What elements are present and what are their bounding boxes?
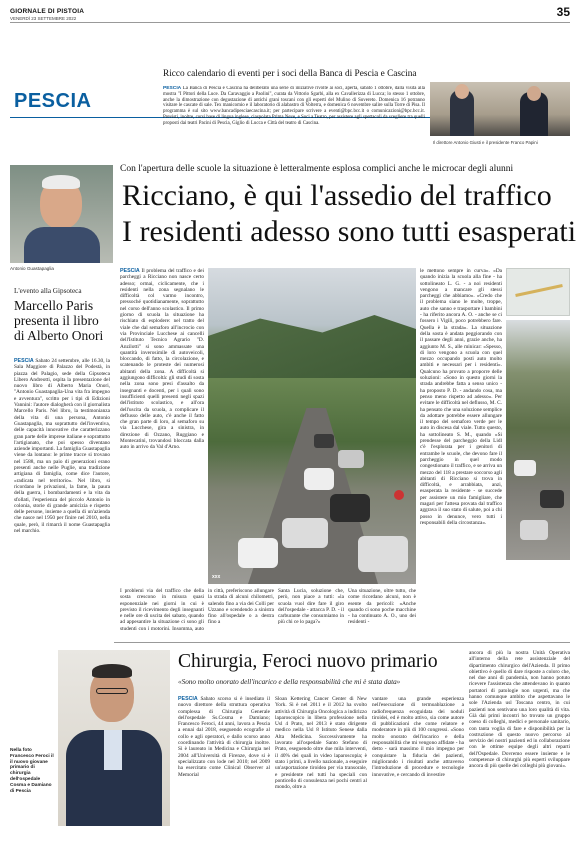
traffic-col-1 (120, 268, 204, 586)
car-right-2 (540, 490, 564, 508)
masthead (10, 6, 570, 28)
alberto-kicker: L'evento alla Gipsoteca (14, 287, 82, 295)
car-6 (238, 538, 278, 568)
feroci-caption: Nella foto Francesco Feroci il il nuovo giovane primario di chirurgia dell'ospedale Cosma e Damiano di Pescia (10, 748, 54, 794)
portrait-shirt (24, 227, 100, 263)
person-left-head (455, 84, 469, 99)
traffic-bottom-2: Santa Lucia, soluzione che, però, non piace a tutti: «la scuola vuol dire fare il giro dell'ospedale - attacca P. D. - il carburante che consumiamo in più chi ce lo paga?» (278, 588, 344, 626)
page-number: 35 (556, 5, 570, 19)
traffic-dateline: PESCIA (120, 268, 140, 274)
chirurgia-text-1: Sabato scorso si è insediato il nuovo direttore della struttura operativa complessa di Chirurgia Generale dell'ospedale Ss.Cosma e Damiano; Francesco Feroci, 44 anni, lavora a Pescia a ennai dal 2018, eseguendo ecografie al collo e agli operatori, e dallo scorso anno coordinando l'attività di chirurgia inoltre. Si è laureato in Medicina e Chirurgia nel 2004 all'Università di Firenze, dove si è specializzato con lode nel 2010; nel 2009 ha esercitato come Clinical Observer al Memorial (178, 696, 270, 778)
guastapaglia-photo (10, 165, 113, 263)
guastapaglia-caption: Antonio Guastapaglia (10, 266, 54, 271)
traffic-photo-right (506, 320, 570, 560)
traffic-col-5: le mettono sempre in curva». «Da quando inizia la scuola alla fine - ha sottolineato L. G. - a noi residenti vengono a mancare gli stessi parcheggi che abbiamo». «Credo che il problema siano le molte, troppe, auto che sanno e trasportare i bambini - ha riferito ancora A. O. - anche se ci fossero i Vigili, poco potrebbero fare. Quella è la strada». La situazione della sosta è andata peggiorando con il passare degli anni, grazie anche, ha aggiunto M. S., alle minicar: «Spesso, di loro vengono a scuola con quel mezzo occupando posti auto molto ambiti e necessari per i residenti». Qualcuno ha provato a proporre delle soluzioni: «Sono in questo giorni la strada andrebbe fatta a senso unico - ha proposto P. D. - andando cosa, ma penso meno rispetto ad adesso». Per evitare le difficoltà nel deflusso, M. C. ha pensato che una soluzione semplice da adottare potrebbe essere allungare il tempo del semaforo verde per le auto in discesa dal viale. Tutto questo, ha sottolineato S. M., quando «Si prendesse del parcheggio della Lidl c'è l'esplorata per i genitori di entrambe le scuole, che devono fare il parcheggio in quel modo congestionato il traffico, e se arriva un mezzo del 118 a prestare soccorso agli abitanti di Ricciano si trova in difficoltà, e arrabbiata, anzi, esasperata la residente - se succede per assistere un mio famigliare, che magari per l'attesa provata dal traffico aggrava il suo stato di salute, poi a chi posso in denunce, vero tutti i responsabili della circostanza». (420, 268, 502, 526)
section-label: PESCIA (14, 90, 92, 112)
banca-caption: Il direttore Antonio Giusti e il presidente Franco Papini (433, 140, 538, 145)
person-right-head (527, 86, 541, 101)
traffic-text-1: Il problema del traffico e dei parcheggi a Ricciano non nasce certo adesso; ormai, ciclicamente, che i residenti nella zona segnalano le difficoltà col varmo incontro, pressoché quotidianamente, soprattutto nel corso dell'anno scolastico. Il primo giorno di scuola la situazione ha rischiato di esplodere: nel tratto del viale che dal semaforo all'incrocio con via Provinciale Lucchese ai cancelli dell'Istituto Tecnico Agrario "D. Anzilotti" si sono ammassate una quantità inverosimile di autoveicoli, bloccando, di fatto, la circolazione, e scatenando le proteste dei numerosi abitanti della zona. A difficoltà si aggiungono difficoltà: gli studi di sosta nella zona sono presi d'assalto da insegnanti e docenti, per i quali sono insufficienti quelli presenti negli spazi dell'istituto scolastico, e all'ora dell'uscita da scuola, a complicare il deflusso delle auto, c'è anche il fatto che gran parte di loro, al semaforo su via Lucchese, gira a sinistra, in direzione di Ozzano, Ruggiano e Montecatini, trovandosi bloccata dalla auto in arrivo da Val d'Arno. (120, 268, 204, 451)
car-1 (282, 518, 328, 548)
feroci-photo (58, 650, 170, 826)
banca-dateline: PESCIA (163, 86, 182, 91)
masthead-rule (10, 22, 570, 23)
car-right-1 (514, 460, 536, 476)
car-5 (314, 434, 334, 448)
chirurgia-headline: Chirurgia, Feroci nuovo primario (178, 651, 438, 672)
banca-text: La Banca di Pescia e Cascina ha deliberato una serie di iniziative rivolte ai soci, aperta, sabato 1 ottobre, dalla visita alla mostra "I Pittori della Luce. Da Caravaggio a Paolini", curata da Vittorio Sgarbi, alla ex Cavallerizza di Lucca; lo stesso 1 ottobre, anche la dimostrazione con degustazione di antichi grani toscani con gli esperti del Mulino di Suvereto. Domenica 16 potranno visitare le cascate di sale. Tex manicomio e il laboratorio di alabastro di Volterra, e domenica 6 novembre salire sulla Torre di Pisa. Il programma è sul sito www.bancadipesciaecascina.it; per partecipare scrivere a eventi@bpc.bcc.it o comunicazioni@bpc.bcc.it. Previsti, inoltre, corsi base di lingua inglese, ciaspolata Prima Neve, e Soci a Teatro, per assistere agli spettacoli da scegliere tra quelli proposti dai teatri Pacini di Pescia, Giglio di Lucca e Città del teatro di Cascina. (163, 86, 425, 126)
car-4 (338, 450, 364, 468)
mid-rule (114, 642, 570, 643)
photo-label: xxx (212, 574, 221, 580)
chirurgia-col-1 (178, 696, 270, 828)
map-road (515, 284, 563, 297)
chirurgia-dateline: PESCIA (178, 696, 198, 702)
feroci-glasses (96, 688, 128, 694)
banca-body (163, 86, 425, 138)
portrait-hair (42, 175, 80, 189)
banca-title: Ricco calendario di eventi per i soci della Banca di Pescia e Cascina (163, 69, 417, 79)
car-2 (330, 494, 370, 522)
traffic-bottom-1: in città, preferiscono allungare la strada di alcuni chilometri, salendo fino a via dei Colli per Uzzano e scendendo a sinistra fino all'ospedale o a destra fino a (208, 588, 274, 626)
traffic-headline-2: I residenti adesso sono tutti esasperati (122, 215, 577, 248)
banca-photo (430, 82, 570, 136)
traffic-sign (394, 490, 404, 500)
car-7 (358, 536, 408, 572)
traffic-kicker: Con l'apertura delle scuole la situazione è letteralmente esplosa complici anche le microcar degli alunni (120, 164, 514, 174)
chirurgia-subhead: «Sono molto onorato dell'incarico e della responsabilità che mi è stata data» (178, 678, 401, 686)
newspaper-name: GIORNALE DI PISTOIA (10, 8, 85, 15)
alberto-dateline: PESCIA (14, 358, 34, 364)
chirurgia-col-2: Sloan Kettering Cancer Center di New York. Si è nel 2011 e il 2012 ha svolto attività di Chirurgia Oncologica a indirizzo laparoscopico in libera professione nella Usl 4 Prato, nel 2013 è stato dirigente medico nella Usl 8 Istituto Senese dalla Alta Medicina. Successivamente ha lavorato all'ospedale Santo Stefano di Prato, eseguendo oltre due mila interventi, il 40% dei quali in video laparoscopia; è stato i primi, a livello nazionale, a eseguire un'asportazione tiroidea per via transorale, e presidente nel tutti ha speciali con ponticello di consulenza nei pochi centri al mondo, oltre a (275, 696, 367, 791)
traffic-photo (208, 268, 416, 584)
feroci-hair (92, 664, 132, 678)
feroci-shirt (104, 730, 122, 770)
alberto-body (14, 358, 110, 623)
traffic-headline-1: Riccianо, è qui l'assedio del traffico (122, 179, 552, 212)
hill (208, 308, 416, 378)
chirurgia-col-3: vantare una grande esperienza nell'esecuzione di termoablazione a radiofrequenza ecoguidata dei noduli tiroidei, ed è molto attivo, sia come autore di pubblicazioni che come relatore e moderatore in più di 100 congressi. «Sono molto onorato dell'incarico e della responsabilità che mi vengono affidate - ha detto - sarà massimo il mio impegno per conquistare la fiducia dei pazienti, migliorando i risultati anche attraverso l'introduzione di procedure e tecnologie innovative, e cercando di investire (372, 696, 464, 778)
chirurgia-col-4: ancora di più la nostra Unità Operativa all'interno della rete assistenziale del dipartimento chirurgico dell'Azienda. Il primo obiettivo è quello di dare risposte a coloro che, nel due anni di pandemia, non hanno potuto ricevere l'assistenza che attendevano in quanto portatori di patologie non urgenti, ma che hanno comunque ambito che aspettavano le sole l'Azienda usl Toscana centro, in cui pazienti non sentivano una loro qualità di vita. Già dai primi incontri ho trovato un gruppo coeso di colleghi, medici e personale sanitario, con tanta voglia di fare e disponibilità per la costruzione di questo nuovo percorso al servizio dei nostri pazienti ed in collaborazione con le ottime equipe degli altri reparti dell'Ospedale. Dovremo essere insieme e le competenze di chirurghi più esperti sviluppare ancora di più quelle dei colleghi più giovani». (469, 650, 570, 770)
alberto-text: Sabato 24 settembre, alle 16.30, la Sala Maggiore di Palazzo del Podestà, in piazza del Palagio, sede della Gipsoteca Libero Andreotti, ospita la presentazione del nuovo libro di Alberto Maria Onori, "Antonio Guastapaglia-Una vita fra impegno e avventura", scritto per i tipi di Edizioni Vannini: l'autore dialogherà con il giornalista Marcello Paris. Nel libro, la testimonianza della vita di una persona, Antonio Guastapaglia, ma soprattutto dell'inventiva, delle capacità innovative che caratterizzano gran parte delle imprese italiane e soprattutto l'artigianato, che poi spesso diventano aziende importanti. La famiglia Guastapaglia viene da lontano: le prime tracce si trovano nel 1588, ma un paio di generazioni erano presenti anche nelle Puglie, una tradizione artigiana di famiglia, come dice l'autore, «radicata nel territorio». Nel libro, si ricordano le privazioni, la fame, la paura della guerra, i bombardamenti e la vita da sfollati, l'esperienza del piccolo Antonio in colonia, storie di grande amicizia e rispetto delle persone, insieme a quella di un'azienda che nasce nel 1950 per finire nel 2010, nella quale, però, il rimarrà il nome Guastapaglia nel marchio. (14, 358, 110, 535)
map-right (506, 268, 570, 316)
issue-date: VENERDÌ 23 SETTEMBRE 2022 (10, 16, 77, 21)
traffic-col-2b: I problemi via del traffico che della sosta crescono in misura quasi esponenziale nei giorni in cui è previsto il ricevimento degli insegnanti e nelle ore di uscita dei sabato, quando ad appesantire la situazione ci sono gli studenti con i motorini. Insomma, auto (120, 588, 204, 632)
car-right-3 (520, 520, 548, 540)
traffic-bottom-3: Una situazione, oltre tutto, che come ricordano alcuni, non è esente da pericoli: «Anche quando ci sono poche macchine - ha continuato A. O., uno dei residenti - (348, 588, 416, 626)
alberto-title: Marcello Paris presenta il libro di Alberto Onori (14, 298, 104, 343)
car-3 (304, 468, 334, 490)
